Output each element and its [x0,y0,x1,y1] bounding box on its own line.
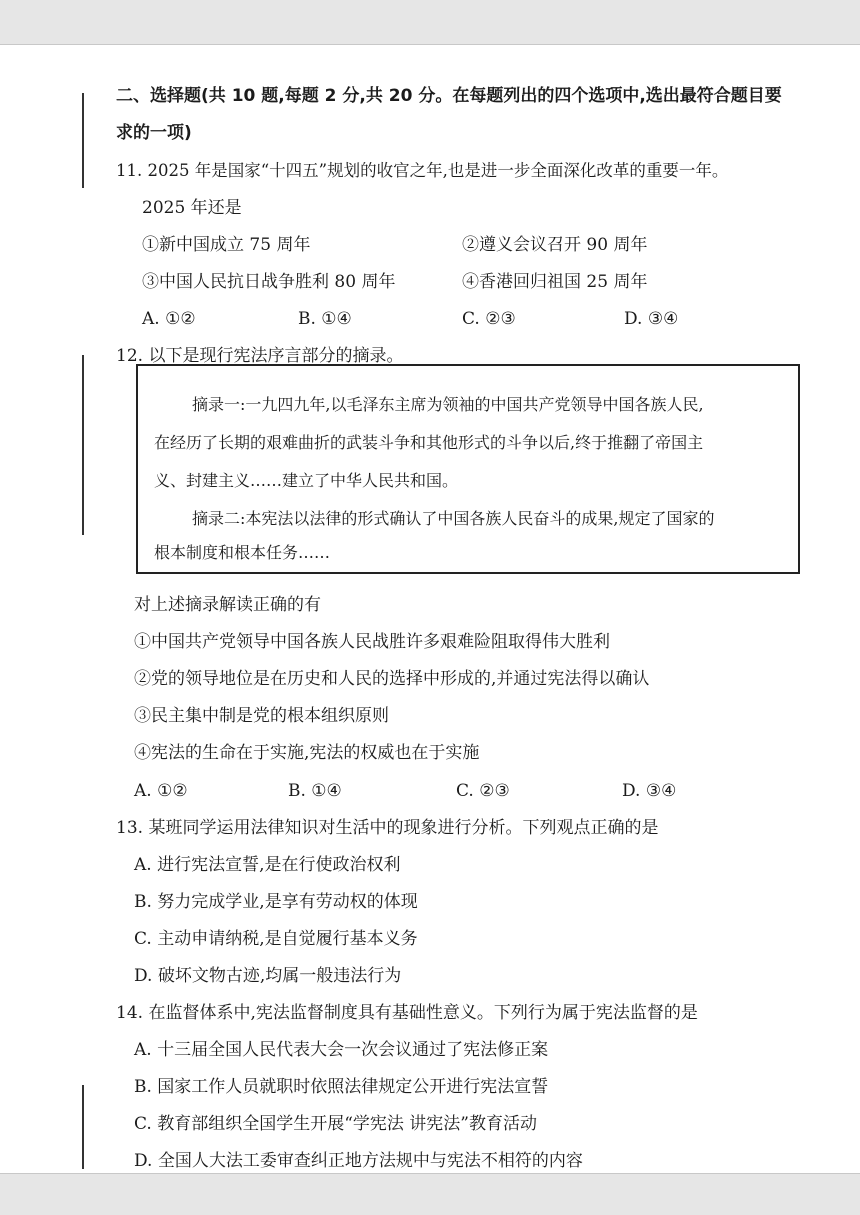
question-11-choice: B. ①④ [298,309,352,329]
question-12-item: ④宪法的生命在于实施,宪法的权威也在于实施 [134,743,480,763]
question-13-option: C. 主动申请纳税,是自觉履行基本义务 [134,929,418,949]
margin-rule [82,1085,84,1169]
question-11-item: ④香港回归祖国 25 周年 [462,272,648,292]
question-14-option: C. 教育部组织全国学生开展“学宪法 讲宪法”教育活动 [134,1114,537,1134]
section-header: 二、选择题(共 10 题,每题 2 分,共 20 分。在每题列出的四个选项中,选出最符合题目要 [116,86,782,106]
question-11-choice: D. ③④ [624,309,679,329]
question-12-stem: 12. 以下是现行宪法序言部分的摘录。 [116,346,404,366]
question-12-item: ①中国共产党领导中国各族人民战胜许多艰难险阻取得伟大胜利 [134,632,610,652]
margin-rule [82,355,84,535]
question-11-item: ②遵义会议召开 90 周年 [462,235,648,255]
excerpt-line: 摘录二:本宪法以法律的形式确认了中国各族人民奋斗的成果,规定了国家的 [192,509,715,528]
question-14-option: A. 十三届全国人民代表大会一次会议通过了宪法修正案 [134,1040,549,1060]
question-11-item: ③中国人民抗日战争胜利 80 周年 [142,272,396,292]
excerpt-line: 义、封建主义……建立了中华人民共和国。 [154,471,459,490]
question-11-stem: 2025 年还是 [142,198,242,218]
question-13-option: B. 努力完成学业,是享有劳动权的体现 [134,892,418,912]
question-11-stem: 11. 2025 年是国家“十四五”规划的收官之年,也是进一步全面深化改革的重要一年。 [116,161,729,180]
question-14-option: D. 全国人大法工委审查纠正地方法规中与宪法不相符的内容 [134,1151,583,1171]
question-12-choice: A. ①② [134,781,188,801]
constitution-excerpt-box [136,364,800,574]
excerpt-line: 根本制度和根本任务…… [154,543,331,562]
question-13-option: A. 进行宪法宣誓,是在行使政治权利 [134,855,401,875]
question-12-choice: B. ①④ [288,781,342,801]
question-12-prompt: 对上述摘录解读正确的有 [134,595,321,615]
excerpt-line: 摘录一:一九四九年,以毛泽东主席为领袖的中国共产党领导中国各族人民, [192,395,704,414]
question-13-option: D. 破坏文物古迹,均属一般违法行为 [134,966,402,986]
section-header: 求的一项) [116,123,192,143]
question-12-choice: C. ②③ [456,781,510,801]
margin-rule [82,93,84,188]
question-12-item: ③民主集中制是党的根本组织原则 [134,706,389,726]
question-12-choice: D. ③④ [622,781,677,801]
question-11-choice: C. ②③ [462,309,516,329]
question-11-choice: A. ①② [142,309,196,329]
question-11-item: ①新中国成立 75 周年 [142,235,311,255]
question-13-stem: 13. 某班同学运用法律知识对生活中的现象进行分析。下列观点正确的是 [116,818,659,838]
excerpt-line: 在经历了长期的艰难曲折的武装斗争和其他形式的斗争以后,终于推翻了帝国主 [154,433,704,452]
question-12-item: ②党的领导地位是在历史和人民的选择中形成的,并通过宪法得以确认 [134,669,650,689]
question-14-option: B. 国家工作人员就职时依照法律规定公开进行宪法宣誓 [134,1077,549,1097]
question-14-stem: 14. 在监督体系中,宪法监督制度具有基础性意义。下列行为属于宪法监督的是 [116,1003,698,1023]
